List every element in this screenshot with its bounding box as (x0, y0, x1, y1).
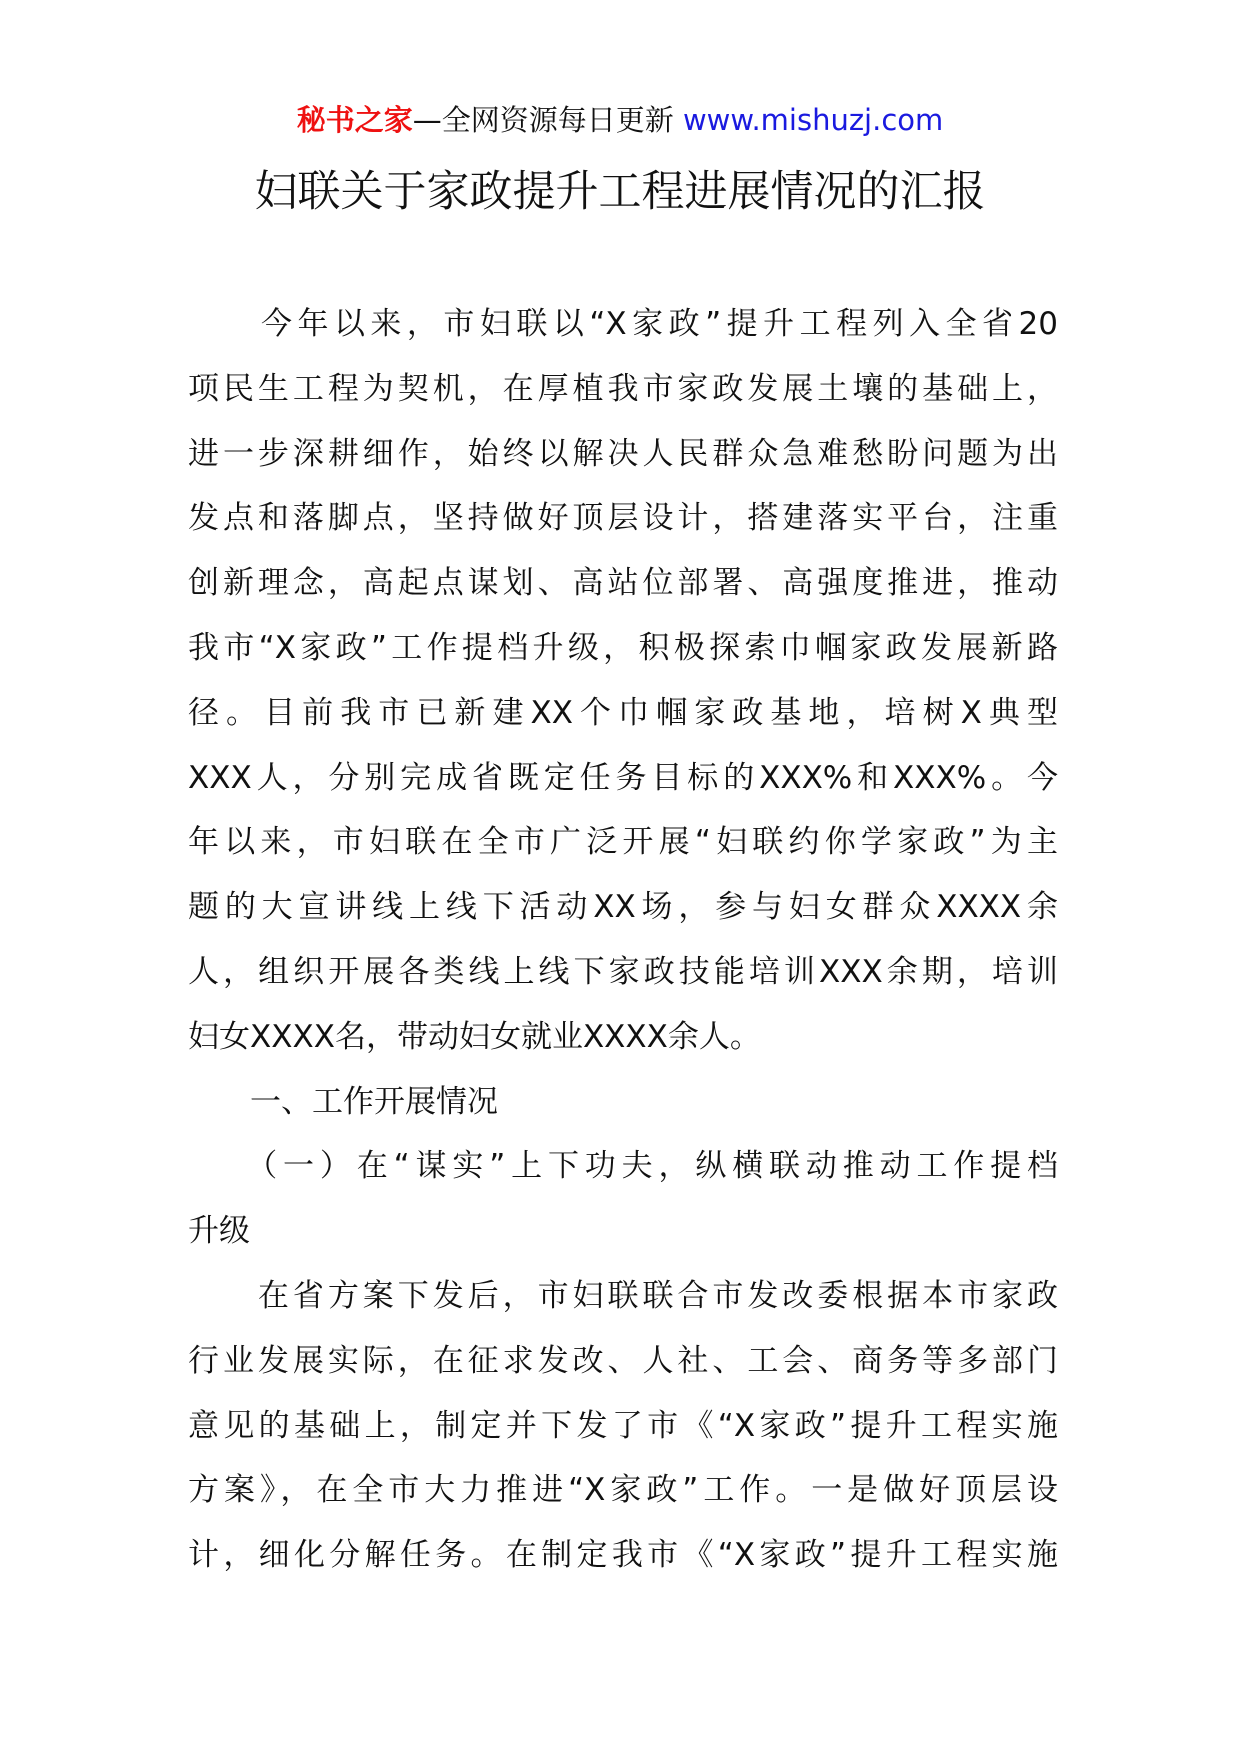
site-url-link[interactable]: www.mishuzj.com (682, 103, 944, 137)
text-line: 行业发展实际，在征求发改、人社、工会、商务等多部门 (188, 1342, 1058, 1379)
text-line: 年以来，市妇联在全市广泛开展“妇联约你学家政”为主 (188, 824, 1058, 861)
text-line: 我市“X家政”工作提档升级，积极探索巾帼家政发展新路 (188, 629, 1058, 666)
text-line: 项民生工程为契机，在厚植我市家政发展土壤的基础上， (188, 370, 1058, 407)
section-heading: 一、工作开展情况 (188, 1083, 498, 1120)
text-line: 意见的基础上，制定并下发了市《“X家政”提升工程实施 (188, 1407, 1058, 1444)
text-line: XXX人，分别完成省既定任务目标的XXX%和XXX%。今 (188, 759, 1058, 796)
text-line: 题的大宣讲线上线下活动XX场，参与妇女群众XXXX余 (188, 889, 1058, 926)
site-header (0, 100, 1240, 140)
text-line: 进一步深耕细作，始终以解决人民群众急难愁盼问题为出 (188, 435, 1058, 472)
text-line: 人，组织开展各类线上线下家政技能培训XXX余期，培训 (188, 953, 1058, 990)
document-body (188, 292, 1058, 1588)
text-line: 方案》，在全市大力推进“X家政”工作。一是做好顶层设 (188, 1472, 1058, 1509)
brand-name: 秘书之家 (296, 103, 413, 137)
text-line: 今年以来，市妇联以“X家政”提升工程列入全省20 (188, 306, 1058, 342)
text-line: 发点和落脚点，坚持做好顶层设计，搭建落实平台，注重 (188, 500, 1058, 537)
text-line: 在省方案下发后，市妇联联合市发改委根据本市家政 (188, 1277, 1058, 1314)
document-title: 妇联关于家政提升工程进展情况的汇报 (254, 167, 986, 217)
text-line: 计，细化分解任务。在制定我市《“X家政”提升工程实施 (188, 1537, 1058, 1574)
subsection-heading: （一）在“谋实”上下功夫，纵横联动推动工作提档 (188, 1148, 1058, 1185)
text-line: 径。目前我市已新建XX个巾帼家政基地，培树X典型 (188, 694, 1058, 731)
text-line: 创新理念，高起点谋划、高站位部署、高强度推进，推动 (188, 565, 1058, 602)
header-tagline: —全网资源每日更新 (412, 103, 674, 137)
subsection-heading-cont: 升级 (188, 1213, 250, 1250)
text-line: 妇女XXXX名，带动妇女就业XXXX余人。 (188, 1018, 761, 1055)
